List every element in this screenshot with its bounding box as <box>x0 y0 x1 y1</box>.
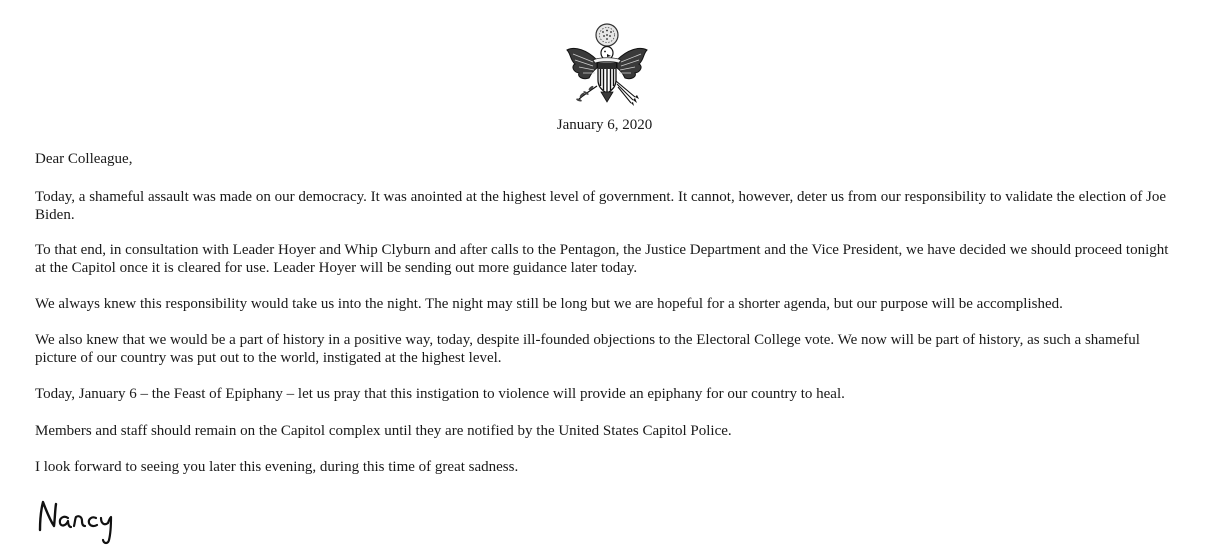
paragraph: I look forward to seeing you later this evening, during this time of great sadness. <box>35 459 519 475</box>
paragraph: Members and staff should remain on the Capitol complex until they are notified by the United States Capitol Police. <box>35 423 732 439</box>
letter-date: January 6, 2020 <box>556 117 653 133</box>
paragraph: To that end, in consultation with Leader Hoyer and Whip Clyburn and after calls to the Pentagon, the Justice Department and the Vice President, we have decided we should proceed tonight at the Capitol once it is cleared for use. Leader Hoyer will be sending out more guidance later today. <box>35 242 1169 276</box>
paragraph: We also knew that we would be a part of history in a positive way, today, despite ill-founded objections to the Electoral College vote. We now will be part of history, as such a shameful picture of our country was put out to the world, instigated at the highest level. <box>35 332 1140 366</box>
paragraph: We always knew this responsibility would take us into the night. The night may still be long but we are hopeful for a shorter agenda, but our purpose will be accomplished. <box>35 296 1063 312</box>
paragraph: Today, a shameful assault was made on our democracy. It was anointed at the highest level of government. It cannot, however, deter us from our responsibility to validate the election of Joe Biden. <box>35 189 1167 223</box>
paragraph: Today, January 6 – the Feast of Epiphany – let us pray that this instigation to violence will provide an epiphany for our country to heal. <box>35 386 845 402</box>
great-seal-eagle-icon <box>561 20 653 112</box>
salutation: Dear Colleague, <box>35 151 133 167</box>
handwritten-signature <box>34 492 144 547</box>
